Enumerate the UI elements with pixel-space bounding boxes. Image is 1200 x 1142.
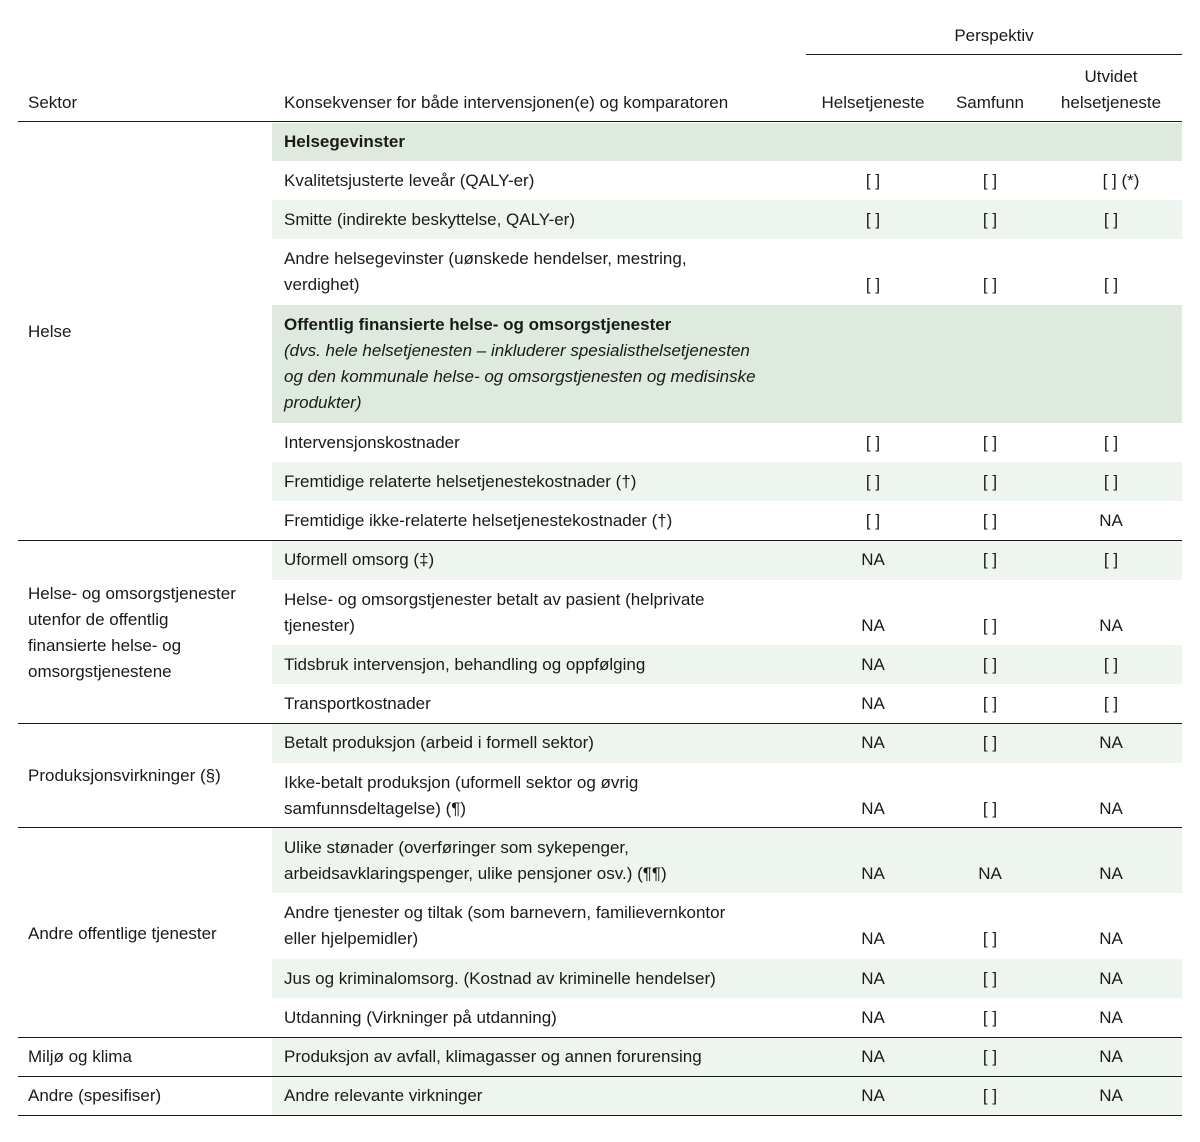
sector-miljo: Miljø og klima (28, 1047, 132, 1066)
group-rule (18, 723, 1182, 724)
row-label-line2: verdighet) (284, 275, 360, 294)
cell-helse: NA (861, 616, 885, 635)
row-heading-offentlig (284, 312, 671, 338)
cell-helse: NA (861, 864, 885, 883)
row-label: Jus og kriminalomsorg. (Kostnad av kriminelle hendelser) (284, 969, 716, 988)
heading-label: Helsegevinster (284, 132, 405, 151)
cell-helse: NA (861, 550, 885, 569)
band-helsegevinster (272, 123, 1182, 161)
group-rule (18, 540, 1182, 541)
cell-helse: [ ] (865, 171, 881, 190)
cell-utvidet: NA (1099, 799, 1123, 818)
row-label: Transportkostnader (284, 694, 431, 713)
cell-helse: NA (861, 1047, 885, 1066)
group-rule (18, 827, 1182, 828)
cell-utvidet: NA (1099, 733, 1123, 752)
cell-samfunn: [ ] (982, 969, 998, 988)
header-col-extended-1: Utvidet (1084, 67, 1138, 86)
row-label: Kvalitetsjusterte leveår (QALY-er) (284, 171, 535, 190)
cell-helse: NA (861, 733, 885, 752)
cell-helse: NA (861, 929, 885, 948)
cell-samfunn: [ ] (982, 433, 998, 452)
row-label-line1: Ulike stønader (overføringer som sykepenger, (284, 838, 629, 857)
row-heading-helsegevinster (284, 129, 405, 155)
cell-utvidet: [ ] (*) (1102, 171, 1140, 190)
cell-helse: NA (861, 694, 885, 713)
heading-label: Offentlig finansierte helse- og omsorgstjenester (284, 315, 672, 334)
cell-helse: [ ] (865, 433, 881, 452)
header-perspective: Perspektiv (954, 26, 1034, 45)
cell-utvidet: NA (1099, 511, 1123, 530)
cell-utvidet: NA (1099, 1047, 1123, 1066)
cell-samfunn: [ ] (982, 550, 998, 569)
row-label: Betalt produksjon (arbeid i formell sektor) (284, 733, 594, 752)
cell-samfunn: [ ] (982, 511, 998, 530)
sector-andre: Andre (spesifiser) (28, 1086, 162, 1105)
cell-utvidet: [ ] (1103, 472, 1119, 491)
cell-samfunn: [ ] (982, 210, 998, 229)
header-consequences: Konsekvenser for både intervensjonen(e) og komparatoren (284, 93, 729, 112)
row-label: Fremtidige relaterte helsetjenestekostnader (†) (284, 472, 637, 491)
cell-utvidet: [ ] (1103, 433, 1119, 452)
cell-utvidet: NA (1099, 864, 1123, 883)
cell-samfunn: [ ] (982, 799, 998, 818)
cell-helse: NA (861, 799, 885, 818)
sector-helse: Helse (28, 322, 72, 341)
header-col-extended-2: helsetjeneste (1060, 93, 1162, 112)
cell-samfunn: [ ] (982, 171, 998, 190)
heading-note: (dvs. hele helsetjenesten – inkluderer spesialisthelsetjenesten (284, 341, 750, 360)
perspective-rule (806, 54, 1182, 55)
cell-samfunn: [ ] (982, 1086, 998, 1105)
cell-samfunn: NA (978, 864, 1002, 883)
heading-note-line2 (284, 364, 756, 390)
row-label-line1: Helse- og omsorgstjenester betalt av pasient (helprivate (284, 590, 705, 609)
row-label: Produksjon av avfall, klimagasser og annen forurensing (284, 1047, 702, 1066)
row-label-line2: tjenester) (284, 616, 355, 635)
cell-utvidet: [ ] (1103, 550, 1119, 569)
header-sector: Sektor (28, 93, 78, 112)
cell-utvidet: [ ] (1103, 655, 1119, 674)
cell-utvidet: [ ] (1103, 210, 1119, 229)
cell-samfunn: [ ] (982, 929, 998, 948)
row-label: Tidsbruk intervensjon, behandling og oppfølging (284, 655, 646, 674)
heading-note-line1 (284, 338, 750, 364)
row-label: Intervensjonskostnader (284, 433, 460, 452)
cell-samfunn: [ ] (982, 472, 998, 491)
cell-samfunn: [ ] (982, 733, 998, 752)
cell-utvidet: NA (1099, 616, 1123, 635)
row-label: Utdanning (Virkninger på utdanning) (284, 1008, 557, 1027)
cell-samfunn: [ ] (982, 694, 998, 713)
cell-utvidet: [ ] (1103, 275, 1119, 294)
bottom-rule (18, 1115, 1182, 1116)
cell-helse: NA (861, 969, 885, 988)
row-label: Uformell omsorg (‡) (284, 550, 435, 569)
row-label-line1: Andre helsegevinster (uønskede hendelser, mestring, (284, 249, 687, 268)
heading-note-line3 (284, 390, 361, 416)
cell-helse: NA (861, 1086, 885, 1105)
group-rule (18, 1076, 1182, 1077)
row-label: Smitte (indirekte beskyttelse, QALY-er) (284, 210, 576, 229)
row-label-line1: Andre tjenester og tiltak (som barnevern, familievernkontor (284, 903, 726, 922)
cell-samfunn: [ ] (982, 275, 998, 294)
row-label-line2: eller hjelpemidler) (284, 929, 419, 948)
sector-andre-offentlige: Andre offentlige tjenester (28, 924, 217, 943)
cell-samfunn: [ ] (982, 655, 998, 674)
cell-helse: [ ] (865, 511, 881, 530)
header-rule (18, 121, 1182, 122)
cell-helse: NA (861, 1008, 885, 1027)
cell-utvidet: [ ] (1103, 694, 1119, 713)
cell-helse: NA (861, 655, 885, 674)
cell-utvidet: NA (1099, 969, 1123, 988)
group-rule (18, 1037, 1182, 1038)
row-label: Fremtidige ikke-relaterte helsetjenestekostnader (†) (284, 511, 673, 530)
cell-samfunn: [ ] (982, 1008, 998, 1027)
cell-utvidet: NA (1099, 1086, 1123, 1105)
cell-samfunn: [ ] (982, 616, 998, 635)
row-label-line1: Ikke-betalt produksjon (uformell sektor og øvrig (284, 773, 639, 792)
heading-note: produkter) (284, 393, 362, 412)
sector-produksjon: Produksjonsvirkninger (§) (28, 766, 221, 785)
cell-helse: [ ] (865, 472, 881, 491)
sector-utenfor-3: finansierte helse- og (28, 636, 182, 655)
header-col-health: Helsetjeneste (821, 93, 925, 112)
row-label-line2: samfunnsdeltagelse) (¶) (284, 799, 467, 818)
cell-utvidet: NA (1099, 1008, 1123, 1027)
sector-utenfor-2: utenfor de offentlig (28, 610, 169, 629)
cell-helse: [ ] (865, 210, 881, 229)
cell-utvidet: NA (1099, 929, 1123, 948)
sector-utenfor-4: omsorgstjenestene (28, 662, 172, 681)
header-col-society: Samfunn (955, 93, 1025, 112)
sector-utenfor-1: Helse- og omsorgstjenester (28, 584, 236, 603)
heading-note: og den kommunale helse- og omsorgstjenesten og medisinske (284, 367, 756, 386)
cell-samfunn: [ ] (982, 1047, 998, 1066)
row-label: Andre relevante virkninger (284, 1086, 483, 1105)
cell-helse: [ ] (865, 275, 881, 294)
row-label-line2: arbeidsavklaringspenger, ulike pensjoner osv.) (¶¶) (284, 864, 667, 883)
